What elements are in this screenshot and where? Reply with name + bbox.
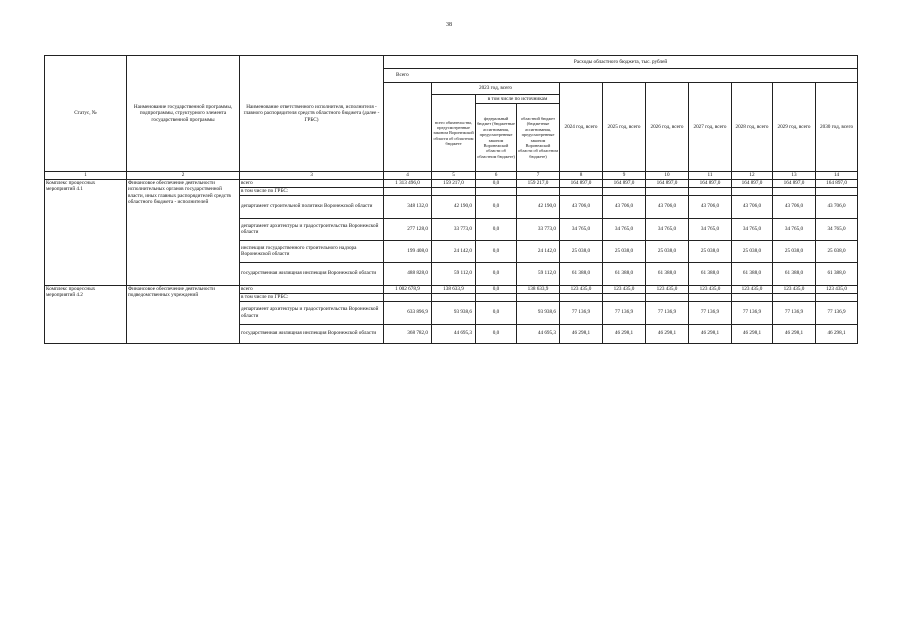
value-cell: 123 435,0 (560, 285, 603, 293)
value-cell: 0,0 (476, 301, 517, 324)
executor-label: департамент строительной политики Воронежской области (240, 195, 384, 218)
value-cell: 46 298,1 (603, 324, 646, 343)
header-2025: 2025 год, всего (603, 83, 646, 172)
col-num: 5 (432, 172, 476, 180)
executor-label: в том числе по ГРБС: (240, 187, 384, 195)
value-cell: 24 142,0 (517, 240, 560, 262)
col-num: 13 (773, 172, 816, 180)
executor-label: всего (240, 285, 384, 293)
header-total: Всего (384, 69, 858, 83)
col-num: 14 (816, 172, 858, 180)
value-cell: 25 038,0 (560, 240, 603, 262)
col-num: 2 (127, 172, 240, 180)
value-cell: 0,0 (476, 240, 517, 262)
executor-label: государственная жилищная инспекция Воронежской области (240, 324, 384, 343)
value-cell: 368 782,0 (384, 324, 432, 343)
value-cell: 46 298,1 (773, 324, 816, 343)
complex-status: Комплекс процессных мероприятий 4.1 (45, 179, 127, 285)
header-executor: Наименование ответственного исполнителя, исполнителя - главного распорядителя средств областного бюджета (далее - ГРБС) (240, 56, 384, 172)
complex-name: Финансовое обеспечение деятельности подведомственных учреждений (127, 285, 240, 343)
value-cell: 43 706,0 (773, 195, 816, 218)
value-cell: 43 706,0 (689, 195, 732, 218)
value-cell: 0,0 (476, 324, 517, 343)
value-cell: 164 897,0 (646, 179, 689, 187)
value-cell: 42 190,0 (432, 195, 476, 218)
executor-label: департамент архитектуры и градостроительства Воронежской области (240, 218, 384, 240)
value-cell: 1 313 496,0 (384, 179, 432, 187)
header-2027: 2027 год, всего (689, 83, 732, 172)
col-num: 11 (689, 172, 732, 180)
value-cell: 164 897,0 (560, 179, 603, 187)
value-cell: 123 435,0 (773, 285, 816, 293)
complex-status: Комплекс процессных мероприятий 4.2 (45, 285, 127, 343)
value-cell: 25 038,0 (689, 240, 732, 262)
header-2023-all: всего обязательства, предусмотренные законом Воронежской области об областном бюджете (432, 95, 476, 172)
value-cell: 34 765,0 (689, 218, 732, 240)
value-cell: 61 388,0 (646, 262, 689, 285)
value-cell: 25 038,0 (603, 240, 646, 262)
value-cell: 59 112,0 (517, 262, 560, 285)
value-cell: 61 388,0 (560, 262, 603, 285)
value-cell: 25 038,0 (646, 240, 689, 262)
header-2030: 2030 год, всего (816, 83, 858, 172)
value-cell: 43 706,0 (560, 195, 603, 218)
executor-label: инспекция государственного строительного надзора Воронежской области (240, 240, 384, 262)
value-cell: 61 388,0 (732, 262, 773, 285)
value-cell: 277 128,0 (384, 218, 432, 240)
executor-label: департамент архитектуры и градостроительства Воронежской области (240, 301, 384, 324)
value-cell: 44 695,3 (432, 324, 476, 343)
value-cell: 123 435,0 (732, 285, 773, 293)
col-num: 7 (517, 172, 560, 180)
col-num: 9 (603, 172, 646, 180)
header-program-name: Наименование государственной программы, подпрограммы, структурного элемента государственной программы (127, 56, 240, 172)
col-num: 10 (646, 172, 689, 180)
value-cell: 46 298,1 (689, 324, 732, 343)
col-num: 3 (240, 172, 384, 180)
value-cell: 199 408,0 (384, 240, 432, 262)
value-cell: 0,0 (476, 179, 517, 187)
header-status: Статус, № (45, 56, 127, 172)
value-cell: 61 388,0 (816, 262, 858, 285)
value-cell: 77 136,9 (732, 301, 773, 324)
value-cell: 43 706,0 (816, 195, 858, 218)
value-cell: 123 435,0 (646, 285, 689, 293)
value-cell: 159 217,0 (517, 179, 560, 187)
value-cell: 0,0 (476, 262, 517, 285)
value-cell: 25 038,0 (773, 240, 816, 262)
header-total-spacer (384, 83, 432, 172)
value-cell: 43 706,0 (646, 195, 689, 218)
value-cell: 164 897,0 (732, 179, 773, 187)
value-cell: 46 298,1 (816, 324, 858, 343)
page-number: 38 (446, 22, 452, 28)
value-cell: 1 002 678,9 (384, 285, 432, 293)
value-cell: 34 765,0 (816, 218, 858, 240)
complex-name: Финансовое обеспечение деятельности исполнительных органов государственной власти, иных главных распорядителей средств областного бюджета - исполнителей (127, 179, 240, 285)
value-cell: 34 765,0 (773, 218, 816, 240)
value-cell: 43 706,0 (603, 195, 646, 218)
header-2029: 2029 год, всего (773, 83, 816, 172)
value-cell: 34 765,0 (732, 218, 773, 240)
col-num: 1 (45, 172, 127, 180)
header-expenses: Расходы областного бюджета, тыс. рублей (384, 56, 858, 69)
value-cell: 24 142,0 (432, 240, 476, 262)
value-cell: 164 897,0 (816, 179, 858, 187)
col-num: 6 (476, 172, 517, 180)
value-cell: 46 298,1 (732, 324, 773, 343)
value-cell: 77 136,9 (689, 301, 732, 324)
value-cell: 61 388,0 (773, 262, 816, 285)
value-cell: 44 695,3 (517, 324, 560, 343)
executor-label: государственная жилищная инспекция Воронежской области (240, 262, 384, 285)
col-num: 12 (732, 172, 773, 180)
table-row (45, 179, 858, 187)
value-cell: 34 765,0 (560, 218, 603, 240)
value-cell: 77 136,9 (560, 301, 603, 324)
value-cell: 123 435,0 (689, 285, 732, 293)
value-cell: 34 765,0 (603, 218, 646, 240)
header-2024: 2024 год, всего (560, 83, 603, 172)
budget-table (44, 55, 858, 344)
header-2026: 2026 год, всего (646, 83, 689, 172)
value-cell: 93 938,6 (432, 301, 476, 324)
value-cell: 34 765,0 (646, 218, 689, 240)
value-cell: 159 217,0 (432, 179, 476, 187)
header-2028: 2028 год, всего (732, 83, 773, 172)
value-cell: 0,0 (476, 195, 517, 218)
header-in-that-number: в том числе по источникам (476, 95, 560, 104)
value-cell: 123 435,0 (816, 285, 858, 293)
value-cell: 77 136,9 (816, 301, 858, 324)
value-cell: 348 132,0 (384, 195, 432, 218)
header-regional: областной бюджет (бюджетные ассигнования, предусмотренные законом Воронежской области об областном бюджете) (517, 104, 560, 172)
value-cell: 0,0 (476, 218, 517, 240)
value-cell: 77 136,9 (773, 301, 816, 324)
executor-label: всего (240, 179, 384, 187)
table-row (45, 285, 858, 293)
value-cell: 138 633,9 (517, 285, 560, 293)
value-cell: 46 298,1 (560, 324, 603, 343)
value-cell: 77 136,9 (603, 301, 646, 324)
value-cell: 488 828,0 (384, 262, 432, 285)
column-numbers-row (45, 172, 858, 180)
value-cell: 61 388,0 (689, 262, 732, 285)
value-cell: 0,0 (476, 285, 517, 293)
value-cell: 43 706,0 (732, 195, 773, 218)
value-cell: 25 038,0 (732, 240, 773, 262)
header-federal: федеральный бюджет (бюджетные ассигнования, предусмотренные законом Воронежской области об областном бюджете) (476, 104, 517, 172)
value-cell: 164 897,0 (689, 179, 732, 187)
value-cell: 123 435,0 (603, 285, 646, 293)
value-cell: 77 136,9 (646, 301, 689, 324)
value-cell: 25 038,0 (816, 240, 858, 262)
value-cell: 42 190,0 (517, 195, 560, 218)
value-cell: 46 298,1 (646, 324, 689, 343)
value-cell: 33 773,0 (517, 218, 560, 240)
value-cell: 164 897,0 (773, 179, 816, 187)
value-cell: 164 897,0 (603, 179, 646, 187)
col-num: 8 (560, 172, 603, 180)
value-cell: 93 938,6 (517, 301, 560, 324)
value-cell: 59 112,0 (432, 262, 476, 285)
value-cell: 61 388,0 (603, 262, 646, 285)
value-cell: 633 896,9 (384, 301, 432, 324)
executor-label: в том числе по ГРБС: (240, 293, 384, 301)
header-2023-total: 2023 год, всего (432, 83, 560, 95)
value-cell: 33 773,0 (432, 218, 476, 240)
col-num: 4 (384, 172, 432, 180)
value-cell: 138 633,9 (432, 285, 476, 293)
